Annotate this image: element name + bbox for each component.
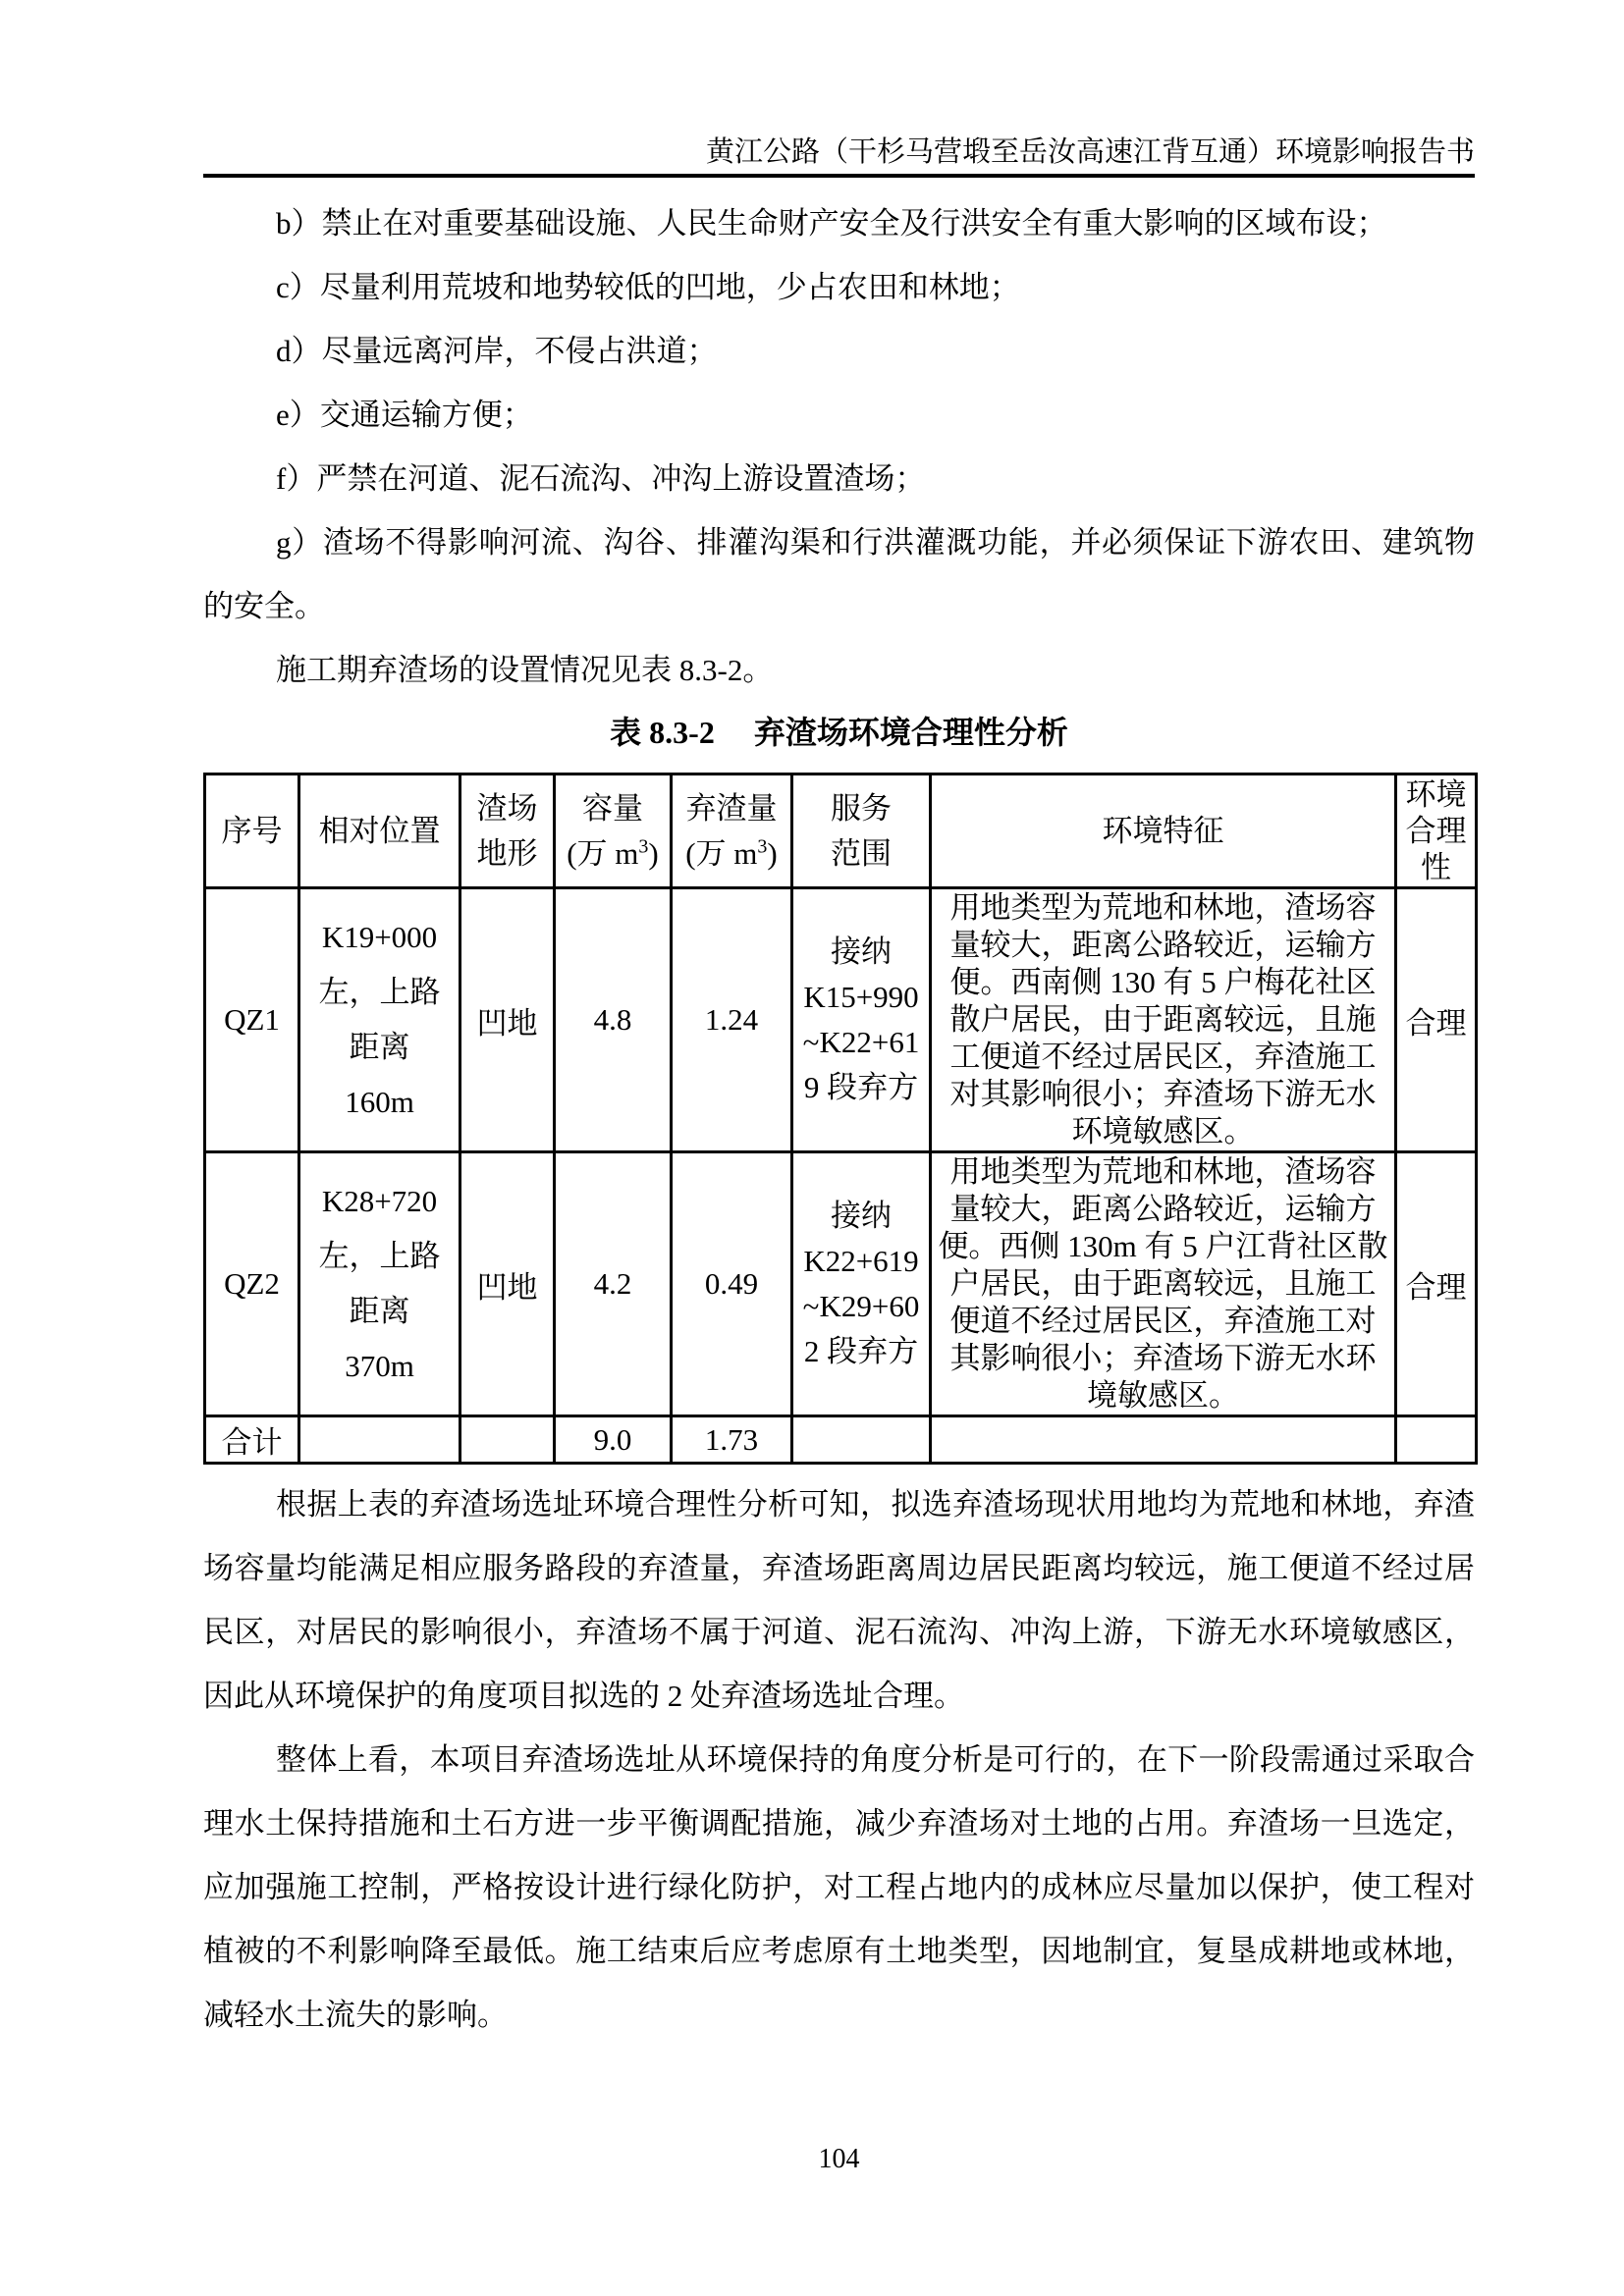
cell-service-range: 接纳 K22+619~K29+602 段弃方 <box>792 1152 931 1416</box>
col-header-position: 相对位置 <box>299 774 460 888</box>
page-header-title: 黄江公路（干杉马营塅至岳汝高速江背互通）环境影响报告书 <box>705 136 1475 168</box>
intro-paragraph-note: 施工期弃渣场的设置情况见表 8.3-2。 <box>276 653 774 687</box>
table-row-qz2 <box>205 1152 1477 1416</box>
cell-terrain: 凹地 <box>460 888 555 1152</box>
total-spoil-volume: 1.73 <box>672 1416 792 1464</box>
closing-paragraph-2: 整体上看，本项目弃渣场选址从环境保持的角度分析是可行的，在下一阶段需通过采取合理水土保持措施和土石方进一步平衡调配措施，减少弃渣场对土地的占用。弃渣场一旦选定，应加强施工控制，严格按设计进行绿化防护，对工程占地内的成林应尽量加以保护，使工程对植被的不利影响降至最低。施工结束后应考虑原有土地类型，因地制宜，复垦成耕地或林地，减轻水土流失的影响。 <box>203 1742 1475 2032</box>
empty-cell <box>299 1416 460 1464</box>
table-caption <box>203 714 1475 751</box>
page-header <box>203 135 1475 178</box>
table-header-row <box>205 774 1477 888</box>
col-header-service-range: 服务 范围 <box>792 774 931 888</box>
cell-id: QZ1 <box>205 888 299 1152</box>
col-header-spoil-volume: 弃渣量 (万 $m^3$) <box>672 774 792 888</box>
intro-paragraph-e: e）交通运输方便； <box>276 398 533 432</box>
closing-section <box>203 1472 1475 2047</box>
cell-spoil-volume: 0.49 <box>672 1152 792 1416</box>
empty-cell <box>460 1416 555 1464</box>
page-number: 104 <box>818 2144 860 2174</box>
closing-paragraph-1: 根据上表的弃渣场选址环境合理性分析可知，拟选弃渣场现状用地均为荒地和林地，弃渣场容量均能满足相应服务路段的弃渣量，弃渣场距离周边居民距离均较远，施工便道不经过居民区，对居民的影响很小，弃渣场不属于河道、泥石流沟、冲沟上游，下游无水环境敏感区，因此从环境保护的角度项目拟选的 2 处弃渣场选址合理。 <box>203 1487 1475 1713</box>
cell-env-rationality: 合理 <box>1396 888 1477 1152</box>
cell-terrain: 凹地 <box>460 1152 555 1416</box>
table-row-qz1 <box>205 888 1477 1152</box>
col-header-no: 序号 <box>205 774 299 888</box>
total-capacity: 9.0 <box>555 1416 672 1464</box>
col-header-env-feature: 环境特征 <box>931 774 1396 888</box>
empty-cell <box>792 1416 931 1464</box>
intro-paragraph-b: b）禁止在对重要基础设施、人民生命财产安全及行洪安全有重大影响的区域布设； <box>276 206 1387 240</box>
col-header-env-rationality: 环境 合理 性 <box>1396 774 1477 888</box>
col-header-capacity: 容量 (万 $m^3$) <box>555 774 672 888</box>
cell-position: K19+000 左，上路 距离 160m <box>299 888 460 1152</box>
cell-env-feature: 用地类型为荒地和林地，渣场容量较大，距离公路较近，运输方便。西侧 130m 有 5 户江背社区散户居民，由于距离较远，且施工便道不经过居民区，弃渣施工对其影响很小；弃渣场下游无水环境敏感区。 <box>931 1152 1396 1416</box>
cell-env-rationality: 合理 <box>1396 1152 1477 1416</box>
empty-cell <box>1396 1416 1477 1464</box>
cell-position: K28+720 左，上路 距离 370m <box>299 1152 460 1416</box>
intro-section <box>203 191 1475 702</box>
cell-service-range: 接纳 K15+990~K22+619 段弃方 <box>792 888 931 1152</box>
cell-id: QZ2 <box>205 1152 299 1416</box>
intro-paragraph-d: d）尽量远离河岸，不侵占洪道； <box>276 334 718 368</box>
page-content <box>203 0 1475 2047</box>
cell-capacity: 4.8 <box>555 888 672 1152</box>
intro-paragraph-c: c）尽量利用荒坡和地势较低的凹地，少占农田和林地； <box>276 270 1020 304</box>
empty-cell <box>931 1416 1396 1464</box>
cell-env-feature: 用地类型为荒地和林地，渣场容量较大，距离公路较近，运输方便。西南侧 130 有 5 户梅花社区散户居民，由于距离较远，且施工便道不经过居民区，弃渣施工对其影响很小；弃渣场下游无水环境敏感区。 <box>931 888 1396 1152</box>
page-footer <box>203 2144 1475 2175</box>
intro-paragraph-g: g）渣场不得影响河流、沟谷、排灌沟渠和行洪灌溉功能，并必须保证下游农田、建筑物的安全。 <box>203 525 1475 623</box>
table-caption-title: 弃渣场环境合理性分析 <box>753 715 1068 750</box>
table-caption-label: 表 8.3-2 <box>610 715 715 750</box>
cell-spoil-volume: 1.24 <box>672 888 792 1152</box>
intro-paragraph-f: f）严禁在河道、泥石流沟、冲沟上游设置渣场； <box>276 461 926 496</box>
spoil-site-table <box>203 773 1478 1465</box>
col-header-terrain: 渣场 地形 <box>460 774 555 888</box>
cell-capacity: 4.2 <box>555 1152 672 1416</box>
table-total-row <box>205 1416 1477 1464</box>
total-label: 合计 <box>205 1416 299 1464</box>
